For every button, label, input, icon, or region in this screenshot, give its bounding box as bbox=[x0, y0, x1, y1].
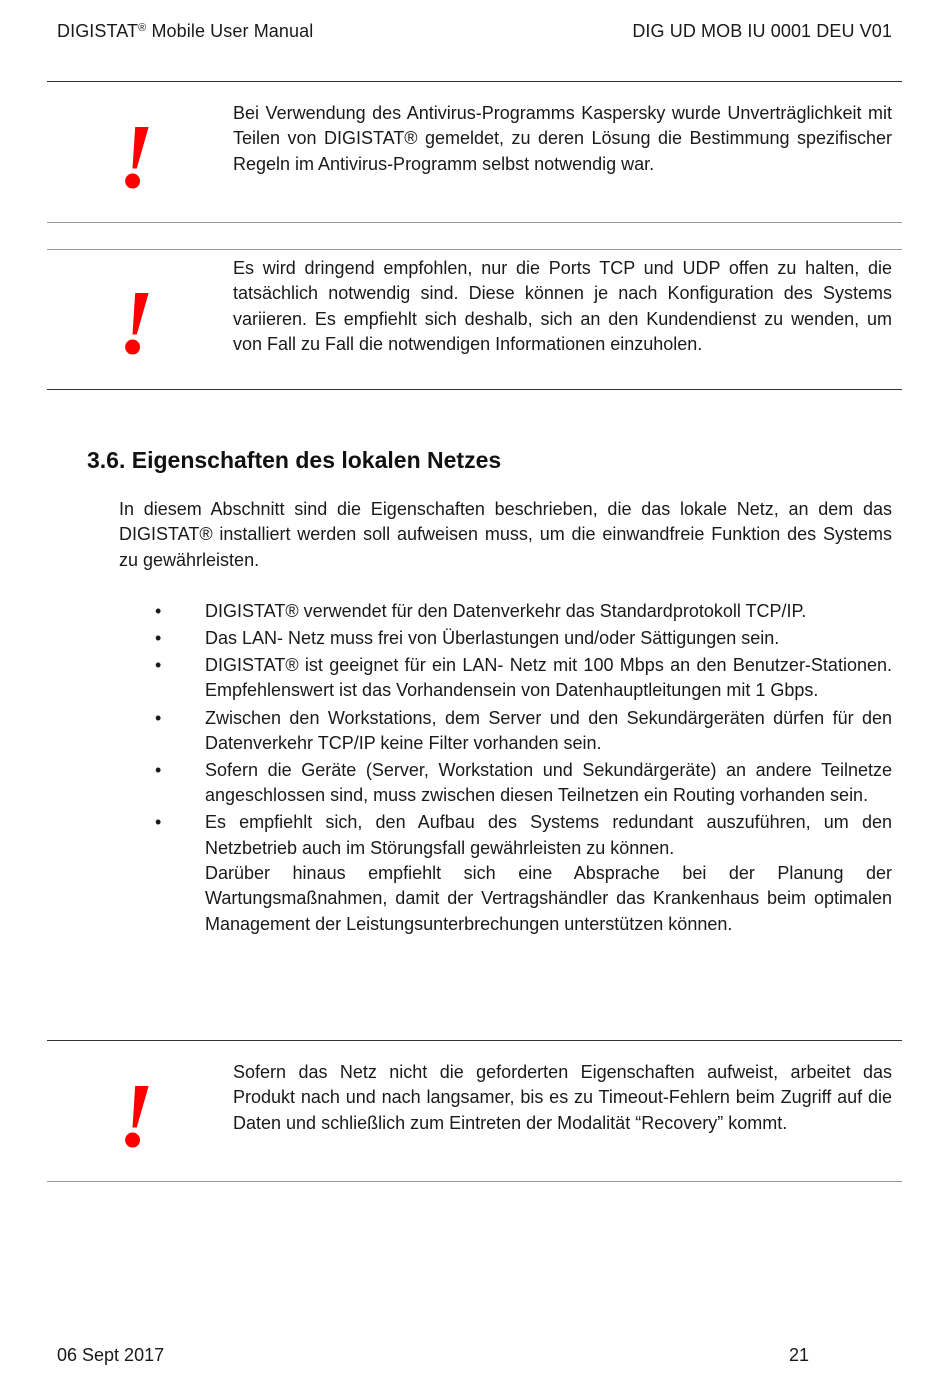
document-title-suffix: Mobile User Manual bbox=[146, 21, 314, 41]
bullet-icon: • bbox=[155, 812, 162, 833]
footer-date: 06 Sept 2017 bbox=[57, 1345, 165, 1365]
section-heading: 3.6. Eigenschaften des lokalen Netzes bbox=[87, 447, 502, 473]
list-item-text: DIGISTAT® ist geeignet für ein LAN- Netz mit 100 Mbps an den Benutzer-Stationen. Empfehlenswert ist das Vorhandensein von Datenhauptleitungen mit 1 Gbps. bbox=[205, 655, 892, 701]
bullet-icon: • bbox=[155, 601, 162, 621]
warning-note-network: Sofern das Netz nicht die geforderten Eigenschaften aufweist, arbeitet das Produkt nach und nach langsamer, bis es zu Timeout-Fehlern beim Zugriff auf die Daten und schließlich zum Eintreten der Modalität “Recovery” kommt. bbox=[233, 1062, 892, 1133]
warning-note-ports: Es wird dringend empfohlen, nur die Ports TCP und UDP offen zu halten, die tatsächlich notwendig sind. Diese können je nach Konfiguration des Systems variieren. Es empfiehlt sich deshalb, sich an den Kundendienst zu wenden, um von Fall zu Fall die notwendigen Informationen einzuholen. bbox=[233, 258, 892, 354]
list-item-text: Sofern die Geräte (Server, Workstation und Sekundärgeräte) an andere Teilnetze angeschlossen sind, muss zwischen diesen Teilnetzen ein Routing vorhanden sein. bbox=[205, 759, 892, 806]
list-item-text: Es empfiehlt sich, den Aufbau des Systems redundant auszuführen, um den Netzbetrieb auch im Störungsfall gewährleisten zu können. bbox=[205, 812, 892, 858]
section-intro: In diesem Abschnitt sind die Eigenschaften beschrieben, die das lokale Netz, an dem das DIGISTAT® installiert werden soll aufweisen muss, um die einwandfreie Funktion des Systems zu gewährleisten. bbox=[119, 499, 892, 570]
bullet-icon: • bbox=[155, 628, 162, 649]
page-number: 21 bbox=[789, 1345, 810, 1365]
bullet-icon: • bbox=[155, 707, 162, 728]
divider bbox=[47, 249, 902, 250]
list-item bbox=[150, 810, 892, 936]
divider bbox=[47, 389, 902, 390]
list-item bbox=[150, 626, 892, 651]
list-item bbox=[150, 758, 892, 809]
document-title bbox=[57, 21, 313, 42]
document-code: DIG UD MOB IU 0001 DEU V01 bbox=[632, 21, 892, 41]
requirements-list bbox=[150, 599, 892, 939]
divider bbox=[47, 222, 902, 223]
list-item bbox=[150, 599, 892, 624]
list-item-text: DIGISTAT® verwendet für den Datenverkehr das Standardprotokoll TCP/IP. bbox=[205, 601, 807, 621]
registered-mark: ® bbox=[138, 22, 147, 34]
document-title-brand: DIGISTAT bbox=[57, 21, 139, 41]
list-item-text: Das LAN- Netz muss frei von Überlastungen und/oder Sättigungen sein. bbox=[205, 628, 780, 649]
warning-note-antivirus: Bei Verwendung des Antivirus-Programms Kaspersky wurde Unverträglichkeit mit Teilen von DIGISTAT® gemeldet, zu deren Lösung die Bestimmung spezifischer Regeln im Antivirus-Programm selbst notwendig war. bbox=[233, 103, 892, 174]
warning-exclamation-icon: ! bbox=[118, 105, 154, 207]
list-item-text: Zwischen den Workstations, dem Server und den Sekundärgeräten dürfen für den Datenverkehr TCP/IP keine Filter vorhanden sein. bbox=[205, 707, 892, 753]
list-item bbox=[150, 706, 892, 757]
divider bbox=[47, 1040, 902, 1041]
list-item bbox=[150, 653, 892, 704]
divider bbox=[47, 81, 902, 82]
bullet-icon: • bbox=[155, 759, 162, 780]
bullet-icon: • bbox=[155, 655, 162, 676]
warning-exclamation-icon: ! bbox=[118, 1064, 154, 1166]
divider bbox=[47, 1181, 902, 1182]
list-item-continuation: Darüber hinaus empfiehlt sich eine Absprache bei der Planung der Wartungsmaßnahmen, damit der Vertragshändler das Krankenhaus beim optimalen Management der Leistungsunterbrechungen unterstützen können. bbox=[205, 862, 892, 934]
warning-exclamation-icon: ! bbox=[118, 271, 154, 373]
